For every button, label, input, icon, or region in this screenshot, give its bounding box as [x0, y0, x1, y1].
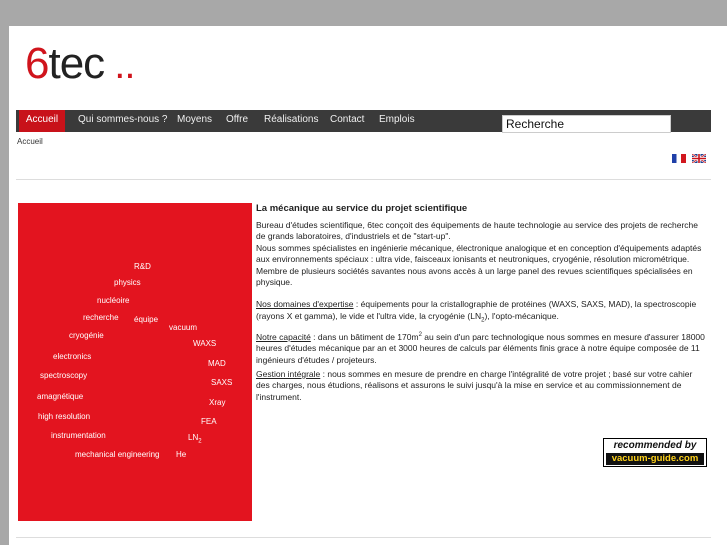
flag-uk-icon[interactable] [692, 154, 706, 163]
keyword: vacuum [169, 323, 198, 332]
keywords-banner [18, 203, 252, 521]
intro-paragraph: Bureau d'études scientifique, 6tec conçoit des équipements de haute technologie au service des projets de recherche de grands laboratoires, d'industriels et de "start-up". [256, 220, 699, 242]
nav-item-accueil[interactable]: Accueil [19, 110, 65, 132]
expertise-link[interactable]: Nos domaines d'expertise [256, 299, 354, 310]
keyword: mechanical engineering [75, 450, 160, 459]
keyword: MAD [208, 359, 226, 368]
keyword: spectroscopy [40, 371, 88, 380]
flag-fr-icon[interactable] [672, 154, 686, 163]
nav-item-offre[interactable]: Offre [226, 114, 249, 125]
logo-six: 6 [25, 39, 49, 88]
specialities-paragraph: Nous sommes spécialistes en ingénierie mécanique, électronique analogique et en conception d'équipements adaptés aux environnements spéciaux : ultra vide, faisceaux ionisants et neutroniques, cryogénie, résolution micrométrique. [256, 242, 702, 265]
keyword: physics [114, 278, 141, 287]
divider [16, 179, 711, 180]
keyword: WAXS [193, 339, 217, 348]
search-input[interactable]: Recherche [502, 115, 671, 133]
memberships-paragraph: Membre de plusieurs sociétés savantes nous avons accès à un large panel des revues scientifiques spécialisées en physique. [256, 265, 693, 288]
logo-dots: .. [104, 43, 135, 87]
keyword: R&D [134, 262, 151, 271]
nav-item-contact[interactable]: Contact [330, 114, 365, 125]
management-paragraph: Gestion intégrale : nous sommes en mesure de prendre en charge l'intégralité de votre projet ; basé sur votre cahier des charges, nous étudions, réalisons et assurons le suivi jusqu'à la mise en service et au commissionnement de l'instrument. [256, 368, 693, 402]
expertise-paragraph: Nos domaines d'expertise : équipements pour la cristallographie de protéines (WAXS, SAXS, MAD), la spectroscopie (rayons X et gamma), le vide et l'ultra vide, la cryogénie $(LN_2)$, l'opto-mécanique. [256, 299, 697, 324]
keyword: équipe [134, 315, 159, 324]
footer-divider [16, 537, 711, 538]
capacity-paragraph: Notre capacité : dans un bâtiment de $170m^2$ au sein d'un parc technologique nous sommes en mesure d'assurer 18000 heures d'études mécanique par an et 3000 heures de calculs par éléments finis grace à notre équipe composée de 11 ingénieurs d'études / projeteurs. [256, 331, 705, 365]
keyword: Xray [209, 398, 226, 407]
nav-item-qui-sommes-nous[interactable]: Qui sommes-nous ? [78, 114, 168, 125]
capacity-link[interactable]: Notre capacité [256, 331, 311, 342]
keyword: SAXS [211, 378, 233, 387]
badge-line1: recommended by [613, 440, 697, 451]
badge-line2: vacuum-guide.com [606, 453, 704, 465]
keyword: cryogénie [69, 331, 104, 340]
keyword: He [176, 450, 187, 459]
keyword: FEA [201, 417, 217, 426]
nav-item-emplois[interactable]: Emplois [379, 114, 415, 125]
nav-item-moyens[interactable]: Moyens [177, 114, 213, 125]
keyword: amagnétique [37, 392, 84, 401]
keyword: instrumentation [51, 431, 106, 440]
site-logo[interactable] [25, 40, 135, 89]
keyword: recherche [83, 313, 119, 322]
keyword: high resolution [38, 412, 91, 421]
recommended-badge[interactable] [603, 438, 707, 467]
keyword: nucléoire [97, 296, 130, 305]
keyword: $LN_2$ [188, 433, 202, 445]
breadcrumb[interactable]: Accueil [17, 137, 43, 146]
main-content [256, 203, 708, 403]
page [9, 26, 727, 545]
management-link[interactable]: Gestion intégrale [256, 368, 321, 379]
logo-text: tec [48, 39, 105, 88]
page-title: La mécanique au service du projet scientifique [256, 203, 468, 214]
keyword: electronics [53, 352, 92, 361]
nav-item-realisations[interactable]: Réalisations [264, 114, 319, 125]
